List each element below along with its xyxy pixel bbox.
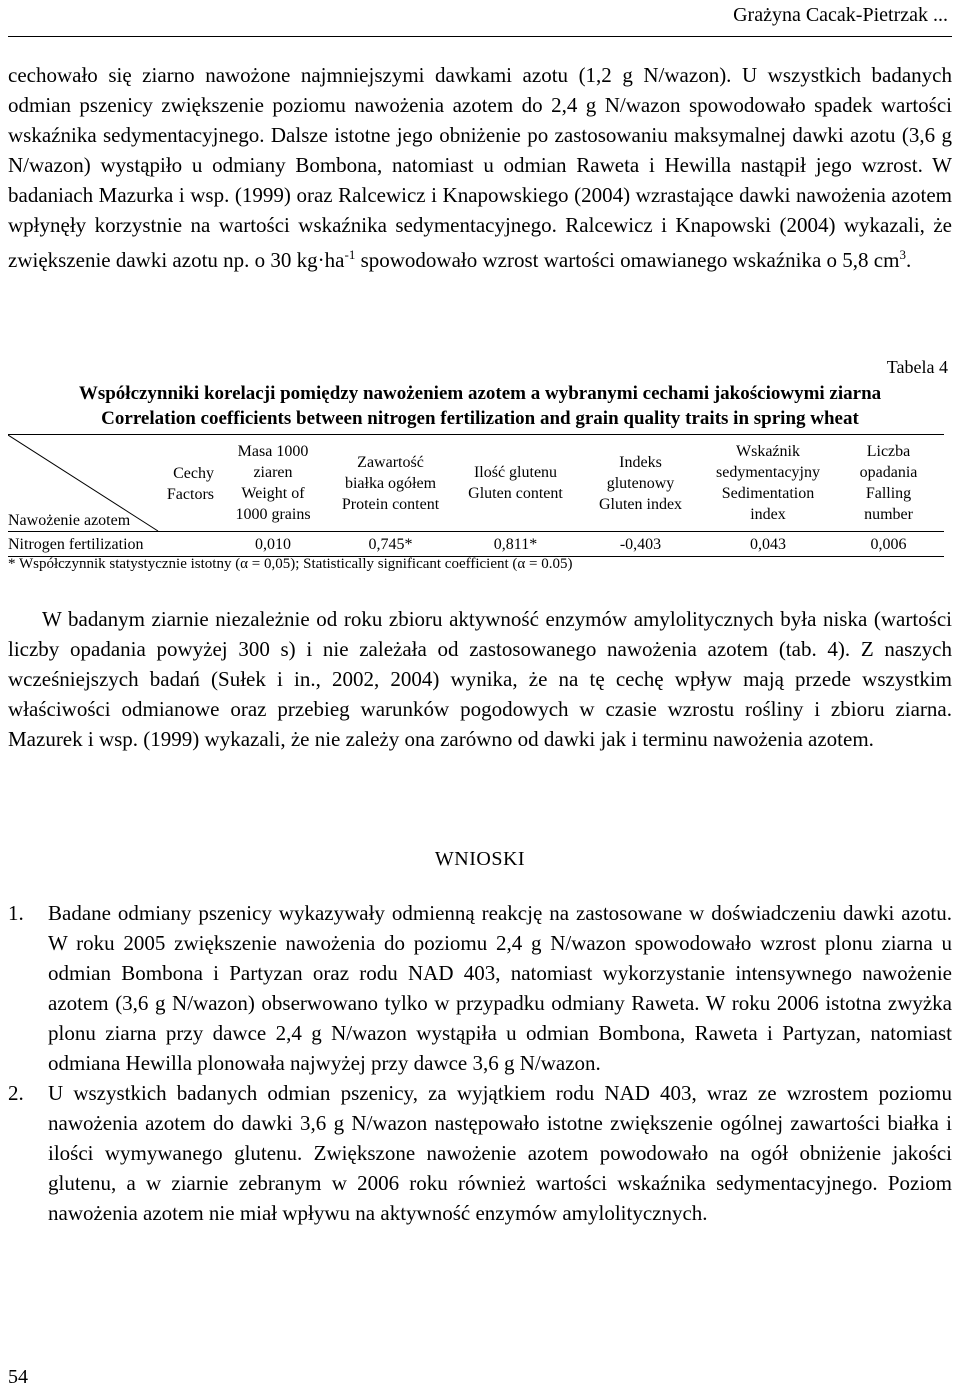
column-header-line: 1000 grains (235, 506, 311, 523)
table-cell: 0,811* (453, 532, 578, 557)
list-item (8, 1078, 952, 1228)
table-cell: -0,403 (578, 532, 703, 557)
table-row (8, 532, 944, 557)
paragraph-1-tail: spowodowało wzrost wartości omawianego wskaźnika o 5,8 cm (355, 248, 900, 272)
column-header (578, 435, 703, 532)
table-footnote: * Współczynnik statystycznie istotny (α = 0,05); Statistically significant coefficient (α = 0.05) (8, 556, 573, 572)
column-header-line: Gluten index (598, 495, 683, 513)
corner-top-pl: Cechy (173, 465, 214, 482)
column-header-line: Weight of (241, 485, 305, 502)
list-item-number: 2. (8, 1081, 24, 1105)
column-header-line: opadania (859, 464, 918, 481)
conclusions-list (8, 898, 952, 1228)
table-cell: 0,010 (218, 532, 328, 557)
column-header-line: białka ogółem (344, 474, 437, 492)
column-header-line: index (750, 506, 786, 523)
list-item-text: Badane odmiany pszenicy wykazywały odmienną reakcję na zastosowane w doświadczeniu dawki azotu. W roku 2005 zwiększenie nawożenia do poziomu 2,4 g N/wazon spowodowało wzrost plonu ziarna u odmian Bombona i Partyzan oraz rodu NAD 403, natomiast wykorzystanie intensywnego nawożenie azotem (3,6 g N/wazon) obserwowano tylko w przypadku odmiany Raweta. W roku 2006 istotna zwyżka plonu ziarna przy dawce 2,4 g N/wazon wystąpiła u odmian Bombona, Raweta i Partyzan, natomiast odmiana Hewilla plonowała najwyżej przy dawce 3,6 g N/wazon. (48, 901, 952, 1075)
table-header-row (8, 435, 944, 532)
corner-top-en: Factors (166, 486, 214, 503)
page-header (0, 0, 960, 40)
table-title-pl: Współczynniki korelacji pomiędzy nawożeniem azotem a wybranymi cechami jakościowymi ziarna (78, 383, 882, 404)
running-head: Grażyna Cacak-Pietrzak ... (733, 4, 948, 26)
table-title-en: Correlation coefficients between nitrogen fertilization and grain quality traits in spring wheat (101, 408, 859, 429)
column-header-line: sedymentacyjny (716, 464, 820, 481)
table-cell: 0,043 (703, 532, 833, 557)
section-heading: WNIOSKI (434, 848, 526, 870)
column-header (833, 435, 944, 532)
column-header-line: Gluten content (468, 485, 563, 502)
header-rule (8, 36, 952, 37)
column-header-line: Wskaźnik (736, 443, 800, 460)
column-header-line: Zawartość (357, 453, 424, 471)
column-header (453, 435, 578, 532)
list-item-number: 1. (8, 901, 24, 925)
paragraph-1-end: . (905, 248, 912, 272)
paragraph-2-text: W badanym ziarnie niezależnie od roku zbioru aktywność enzymów amylolitycznych była niska (wartości liczby opadania powyżej 300 s) i nie zależała od zastosowanego nawożenia azotem (tab. 4). Z naszych wcześniejszych badań (Sułek i in., 2002, 2004) wynika, że na tę cechę wpływ mają przede wszystkim właściwości odmianowe oraz przebieg warunków pogodowych w czasie wzrostu rośliny i zbioru ziarna. Mazurek i wsp. (1999) wykazali, że nie zależy ona zarówno od dawki jak i terminu nawożenia azotem. (8, 607, 952, 751)
column-header-line: Protein content (341, 495, 440, 513)
paragraph-1-sup2: 3 (899, 247, 906, 262)
column-header-line: Masa 1000 (237, 443, 309, 460)
paragraph-1-text: cechowało się ziarno nawożone najmniejszymi dawkami azotu (1,2 g N/wazon). U wszystkich badanych odmian pszenicy zwiększenie poziomu nawożenia azotem do 2,4 g N/wazon spowodowało spadek wartości wskaźnika sedymentacyjnego. Dalsze istotne jego obniżenie po zastosowaniu maksymalnej dawki azotu (3,6 g N/wazon) wystąpiło u odmiany Bombona, natomiast u odmian Raweta i Hewilla nastąpił jego wzrost. W badaniach Mazurka i wsp. (1999) oraz Ralcewicz i Knapowskiego (2004) wzrastające dawki nawożenia azotem wpłynęły korzystnie na wartości wskaźnika sedymentacyjnego. Ralcewicz i Knapowski (2004) wykazali, że zwiększenie dawki azotu np. o 30 kg·ha (8, 63, 952, 272)
column-header-line: Sedimentation (721, 485, 815, 502)
column-header-line: Indeks (619, 453, 662, 471)
column-header (703, 435, 833, 532)
row-label: Nitrogen fertilization (8, 532, 218, 557)
column-header-line: Liczba (866, 443, 911, 460)
column-header (218, 435, 328, 532)
paragraph-1-sup: -1 (344, 247, 356, 262)
corner-top-label (167, 463, 214, 505)
column-header-line: ziaren (253, 464, 293, 481)
column-header-line: glutenowy (606, 474, 675, 492)
list-item-text: U wszystkich badanych odmian pszenicy, za wyjątkiem rodu NAD 403, wraz ze wzrostem poziomu nawożenia azotem do dawki 3,6 g N/wazon następowało istotne zwiększenie ogólnej zawartości białka i ilości wymywanego glutenu. Zwiększone nawożenie azotem powodowało na ogół obniżenie jakości glutenu, a w ziarnie zebranym w 2006 roku również wartości wskaźnika sedymentacyjnego. Poziom nawożenia azotem nie miał wpływu na aktywność enzymów amylolitycznych. (48, 1081, 952, 1225)
list-item (8, 898, 952, 1078)
column-header-line: Ilość glutenu (473, 464, 558, 481)
paragraph-2 (8, 604, 952, 754)
column-header (328, 435, 453, 532)
table-cell: 0,006 (833, 532, 944, 557)
column-header-line: Falling (865, 485, 912, 502)
table-caption: Tabela 4 (886, 357, 948, 377)
table-cell: 0,745* (328, 532, 453, 557)
correlation-table (8, 434, 944, 557)
table-corner-cell (8, 435, 218, 532)
page-number: 54 (8, 1366, 28, 1388)
corner-bottom-label: Nawożenie azotem (8, 512, 131, 529)
paragraph-1 (8, 60, 952, 275)
column-header-line: number (864, 506, 913, 523)
